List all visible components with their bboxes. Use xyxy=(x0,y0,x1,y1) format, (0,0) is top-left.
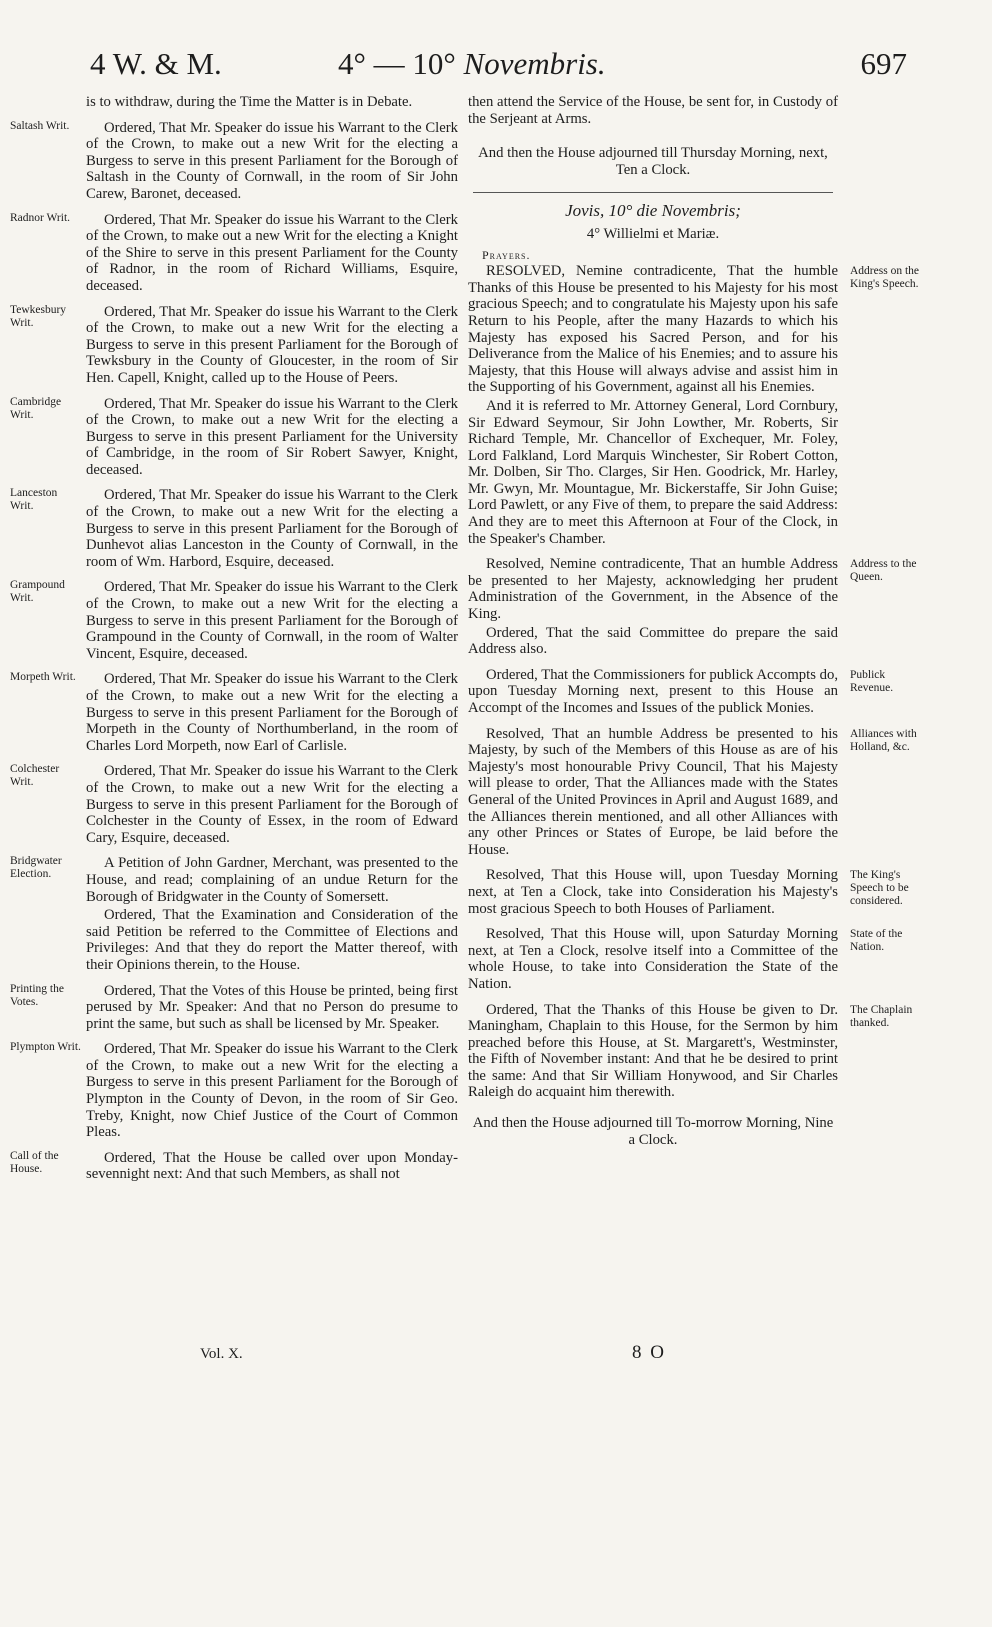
entry-paragraph: Ordered, That the Votes of this House be printed, being first perused by Mr. Speaker: And that no Person do presume to print the same, but such as shall be licensed by Mr. Speaker. xyxy=(86,982,458,1032)
adjournment: And then the House adjourned till Thursday Morning, next, Ten a Clock. xyxy=(478,145,828,178)
continued-text: then attend the Service of the House, be sent for, in Custody of the Serjeant at Arms. xyxy=(468,94,838,127)
running-header xyxy=(90,44,907,94)
entry-paragraph: Ordered, That Mr. Speaker do issue his Warrant to the Clerk of the Crown, to make out a new Writ for the electing a Burgess to serve in this present Parliament for the Borough of Morpeth in the County of Northumberland, in the room of Charles Lord Morpeth, now Earl of Carlisle. xyxy=(86,671,458,754)
date-heading: Jovis, 10° die Novembris; xyxy=(565,201,741,221)
journal-entry xyxy=(10,211,458,295)
entry-paragraph: Ordered, That Mr. Speaker do issue his Warrant to the Clerk of the Crown, to make out a new Writ for the electing a Knight of the Shire to serve in this present Parliament for the County of Radnor, in the room of Richard Williams, Esquire, deceased. xyxy=(86,211,458,294)
entry-paragraph: Ordered, That the Examination and Consideration of the said Petition be referred to the Committee of Elections and Privileges: And that they do report the Matter thereof, with their Opinions therein, to the House. xyxy=(86,907,458,973)
journal-entry xyxy=(10,982,458,1033)
entry-paragraph: Ordered, That Mr. Speaker do issue his Warrant to the Clerk of the Crown, to make out a new Writ for the electing a Burgess to serve in this present Parliament for the Borough of Colchester in the County of Essex, in the room of Edward Cary, Esquire, deceased. xyxy=(86,763,458,846)
margin-note: Colchester Writ. xyxy=(10,763,60,789)
journal-entry xyxy=(468,263,919,547)
entry-paragraph: Ordered, That the House be called over upon Monday-sevennight next: And that such Members, as shall not xyxy=(86,1149,458,1183)
margin-note: Plympton Writ. xyxy=(10,1041,81,1054)
journal-entry xyxy=(10,579,458,662)
entry-paragraph: Ordered, That Mr. Speaker do issue his Warrant to the Clerk of the Crown, to make out a new Writ for the electing a Burgess to serve in this present Parliament for the University of Cambridge, in the room of Sir Robert Sawyer, Knight, deceased. xyxy=(86,395,458,478)
margin-note: Tewkesbury Writ. xyxy=(10,303,67,329)
adjournment-final: And then the House adjourned till To-morrow Morning, Nine a Clock. xyxy=(472,1115,834,1148)
journal-entry xyxy=(10,763,458,846)
margin-note: Radnor Writ. xyxy=(10,211,71,224)
margin-note: Morpeth Writ. xyxy=(10,671,76,684)
margin-note: Address on the King's Speech. xyxy=(850,265,919,291)
right-column xyxy=(468,94,919,1148)
volume-label: Vol. X. xyxy=(200,1346,243,1362)
regnal-year: 4 W. & M. xyxy=(90,46,222,81)
entry-paragraph: Ordered, That Mr. Speaker do issue his Warrant to the Clerk of the Crown, to make out a new Writ for the electing a Burgess to serve in this present Parliament for the Borough of Dunhevot alias Lanceston in the County of Cornwall, in the room of Wm. Harbord, Esquire, deceased. xyxy=(86,487,458,570)
journal-entry xyxy=(468,867,909,917)
entry-paragraph: is to withdraw, during the Time the Matter is in Debate. xyxy=(86,94,413,110)
margin-note: Lanceston Writ. xyxy=(10,487,58,513)
margin-note: Call of the House. xyxy=(10,1149,59,1175)
right-entries xyxy=(468,263,919,1101)
entry-paragraph: Ordered, That the Thanks of this House be given to Dr. Maningham, Chaplain to this House, for the Sermon by him preached before this House, at St. Margarett's, Westminster, the Fifth of November instant: And that he be desired to print the same: And that Sir William Honywood, and Sir Charles Raleigh do acquaint him therewith. xyxy=(468,1001,838,1101)
page-number: 697 xyxy=(860,46,907,81)
journal-entry xyxy=(10,1041,458,1141)
entry-paragraph: Ordered, That Mr. Speaker do issue his Warrant to the Clerk of the Crown, to make out a new Writ for the electing a Burgess to serve in this present Parliament for the Borough of Grampound in the County of Cornwall, in the room of Walter Vincent, Esquire, deceased. xyxy=(86,579,458,662)
journal-entry xyxy=(10,395,458,479)
journal-entry xyxy=(10,303,458,387)
margin-note: State of the Nation. xyxy=(850,928,903,954)
prayers-heading: Prayers. xyxy=(482,247,531,262)
entry-paragraph: Resolved, That an humble Address be presented to his Majesty, by such of the Members of this House as are of his Majesty's most honourable Privy Council, That his Majesty will please to order, That the Alliances made with the States General of the United Provinces in April and August 1689, and the Alliances therein mentioned, and all other Alliances with any other Princes or States of Europe, be laid before the House. xyxy=(468,725,838,858)
journal-entry xyxy=(468,556,917,658)
journal-entry xyxy=(10,1149,458,1183)
journal-entry xyxy=(86,94,458,111)
date-range-month: Novembris. xyxy=(463,46,606,81)
entry-paragraph: Ordered, That Mr. Speaker do issue his Warrant to the Clerk of the Crown, to make out a new Writ for the electing a Burgess to serve in this present Parliament for the Borough of Plympton in the County of Devon, in the room of Sir Geo. Treby, Knight, now Chief Justice of the Court of Common Pleas. xyxy=(86,1041,458,1141)
journal-entry xyxy=(10,487,458,570)
entry-paragraph: And it is referred to Mr. Attorney General, Lord Cornbury, Sir Edward Seymour, Sir John Lowther, Mr. Roberts, Sir Richard Temple, Mr. Chancellor of Exchequer, Mr. Foley, Lord Falkland, Lord Marquis Winchester, Sir Robert Cotton, Mr. Dolben, Sir Tho. Clarges, Sir Hen. Goodrick, Mr. Harley, Mr. Gwyn, Mr. Mountague, Mr. Bickerstaffe, Sir John Guise; Lord Pawlett, or any Five of them, to prepare the said Address: And they are to meet this Afternoon at Four of the Clock, in the Speaker's Chamber. xyxy=(468,397,838,547)
margin-note: Alliances with Holland, &c. xyxy=(850,727,917,753)
margin-note: Printing the Votes. xyxy=(10,982,64,1008)
entry-paragraph: A Petition of John Gardner, Merchant, was presented to the House, and read; complaining of an undue Return for the Borough of Bridgwater in the County of Somersett. xyxy=(86,855,458,905)
margin-note: Address to the Queen. xyxy=(850,558,917,584)
date-range xyxy=(338,44,606,84)
margin-note: Cambridge Writ. xyxy=(10,395,62,421)
margin-note: Grampound Writ. xyxy=(10,579,65,605)
margin-note: The King's Speech to be considered. xyxy=(850,869,909,908)
journal-entry xyxy=(10,119,458,203)
regnal-heading: 4° Willielmi et Mariæ. xyxy=(586,225,720,242)
margin-note: Saltash Writ. xyxy=(10,119,70,132)
journal-entry xyxy=(10,671,458,754)
entry-paragraph: Ordered, That the said Committee do prepare the said Address also. xyxy=(468,624,838,658)
entry-paragraph: Ordered, That Mr. Speaker do issue his Warrant to the Clerk of the Crown, to make out a new Writ for the electing a Burgess to serve in this present Parliament for the Borough of Tewksbury in the County of Gloucester, in the room of Sir Hen. Capell, Knight, called up to the House of Peers. xyxy=(86,303,458,386)
entry-paragraph: Resolved, That this House will, upon Tuesday Morning next, at Ten a Clock, take into Consideration his Majesty's most gracious Speech to both Houses of Parliament. xyxy=(468,867,838,917)
date-range-days: 4° — 10° xyxy=(338,46,456,81)
margin-note: The Chaplain thanked. xyxy=(850,1003,913,1029)
entry-paragraph: Ordered, That the Commissioners for publick Accompts do, upon Tuesday Morning next, present to this House an Accompt of the Incomes and Issues of the publick Monies. xyxy=(468,666,838,716)
journal-entry xyxy=(468,725,917,859)
margin-note: Bridgwater Election. xyxy=(10,855,62,881)
section-divider xyxy=(473,192,833,193)
margin-note: Publick Revenue. xyxy=(850,668,894,694)
journal-entry xyxy=(10,855,458,973)
journal-entry xyxy=(468,1001,913,1102)
entry-paragraph: Ordered, That Mr. Speaker do issue his Warrant to the Clerk of the Crown, to make out a new Writ for the electing a Burgess to serve in this present Parliament for the Borough of Saltash in the County of Cornwall, in the room of Sir John Carew, Baronet, deceased. xyxy=(86,119,458,202)
entry-paragraph: Resolved, That this House will, upon Saturday Morning next, at Ten a Clock, resolve itself into a Committee of the whole House, to take into Consideration the State of the Nation. xyxy=(468,926,838,992)
entry-paragraph: Resolved, Nemine contradicente, That an humble Address be presented to her Majesty, acknowledging her prudent Administration of the Government, in the Absence of the King. xyxy=(468,556,838,623)
journal-entry xyxy=(468,926,903,992)
journal-entry xyxy=(468,666,894,717)
sheet-signature: 8 O xyxy=(632,1342,666,1363)
left-column xyxy=(10,94,458,1192)
entry-paragraph: RESOLVED, Nemine contradicente, That the humble Thanks of this House be presented to his Majesty for his most gracious Speech; and to congratulate his Majesty upon his safe Return to his People, after the many Hazards to which his Majesty has exposed his Sacred Person, and for his Deliverance from the Malice of his Enemies; and to assure his Majesty, that this House will always advise and assist him in the Supporting of his Government, against all his Enemies. xyxy=(468,263,838,396)
